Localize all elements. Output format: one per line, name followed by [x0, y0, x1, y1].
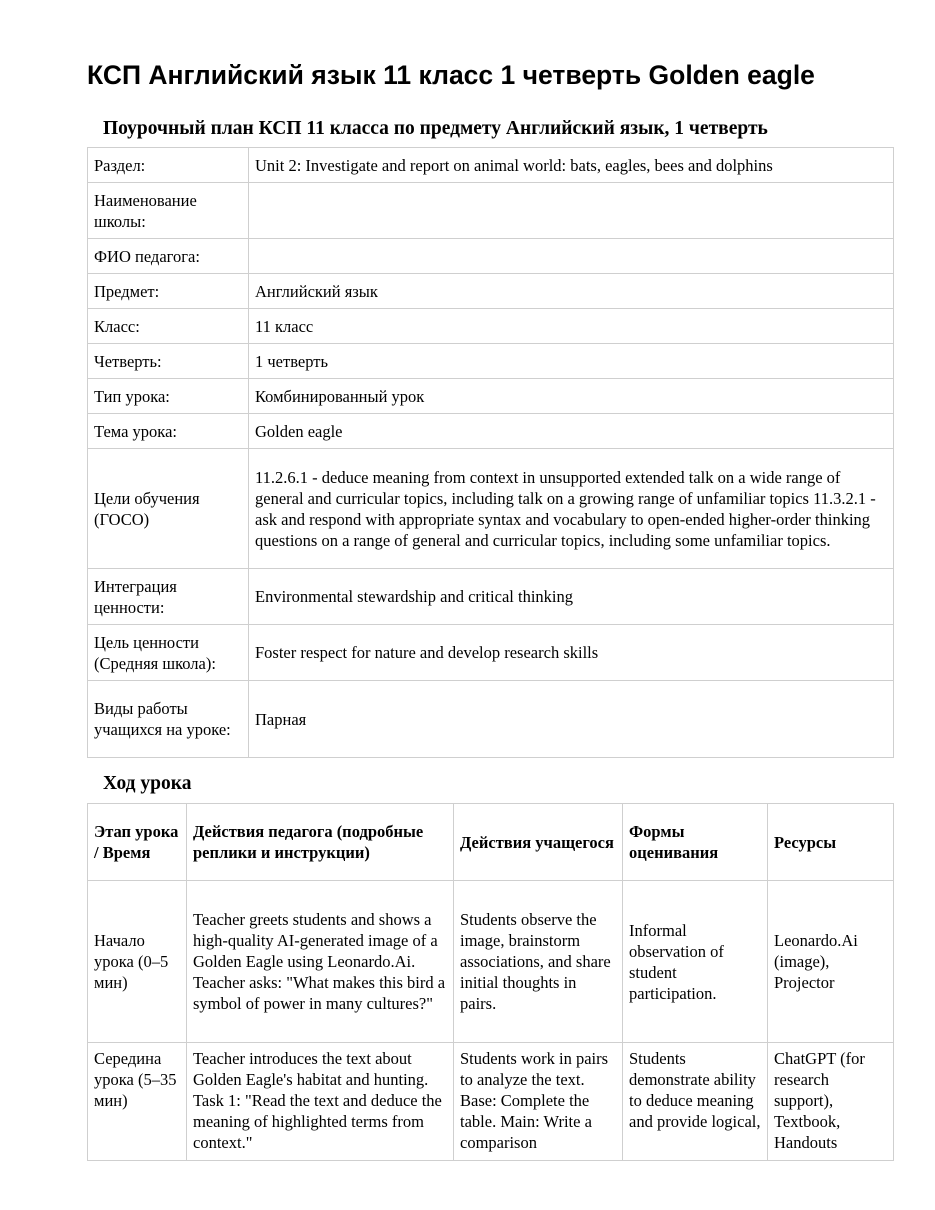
info-value: 11.2.6.1 - deduce meaning from context in unsupported extended talk on a wide range of general and curricular topics, including talk on a growing range of unfamiliar topics 11.3.2.1 - ask and respond with appropriate syntax and vocabulary to open-ended higher-order thinking questions on a range of general and curricular topics, including some unfamiliar topics.	[249, 449, 894, 569]
info-value: Unit 2: Investigate and report on animal world: bats, eagles, bees and dolphins	[249, 148, 894, 183]
info-label: Наименование школы:	[88, 183, 249, 239]
info-value	[249, 183, 894, 239]
info-label: Предмет:	[88, 274, 249, 309]
info-label: Тема урока:	[88, 414, 249, 449]
info-label: Виды работы учащихся на уроке:	[88, 681, 249, 758]
info-value: Golden eagle	[249, 414, 894, 449]
info-row-quarter	[88, 344, 894, 379]
document-title: КСП Английский язык 11 класс 1 четверть Golden eagle	[87, 60, 815, 90]
header-resources: Ресурсы	[768, 804, 894, 881]
info-label: Раздел:	[88, 148, 249, 183]
info-value: 11 класс	[249, 309, 894, 344]
header-teacher-actions: Действия педагога (подробные реплики и инструкции)	[187, 804, 454, 881]
info-value: Английский язык	[249, 274, 894, 309]
header-assessment-forms: Формы оценивания	[623, 804, 768, 881]
assessment-cell: Informal observation of student participation.	[623, 881, 768, 1043]
info-value: Комбинированный урок	[249, 379, 894, 414]
info-label: ФИО педагога:	[88, 239, 249, 274]
table-row	[88, 1043, 894, 1161]
info-value: Парная	[249, 681, 894, 758]
lesson-progress-heading: Ход урока	[103, 773, 192, 794]
info-label: Тип урока:	[88, 379, 249, 414]
lesson-table-header-row	[88, 804, 894, 881]
info-label: Четверть:	[88, 344, 249, 379]
lesson-info-table	[87, 147, 894, 758]
stage-cell: Середина урока (5–35 мин)	[88, 1043, 187, 1161]
header-stage-time: Этап урока / Время	[88, 804, 187, 881]
resources-cell: Leonardo.Ai (image), Projector	[768, 881, 894, 1043]
info-label: Цели обучения (ГОСО)	[88, 449, 249, 569]
table-row	[88, 881, 894, 1043]
info-row-lesson-type	[88, 379, 894, 414]
assessment-cell: Students demonstrate ability to deduce meaning and provide logical,	[623, 1043, 768, 1161]
info-row-grade	[88, 309, 894, 344]
info-label: Интеграция ценности:	[88, 569, 249, 625]
info-row-section	[88, 148, 894, 183]
stage-cell: Начало урока (0–5 мин)	[88, 881, 187, 1043]
lesson-plan-subtitle: Поурочный план КСП 11 класса по предмету Английский язык, 1 четверть	[103, 118, 768, 139]
teacher-actions-cell: Teacher greets students and shows a high-quality AI-generated image of a Golden Eagle using Leonardo.Ai. Teacher asks: "What makes this bird a symbol of power in many cultures?"	[187, 881, 454, 1043]
info-row-teacher	[88, 239, 894, 274]
info-value: Environmental stewardship and critical thinking	[249, 569, 894, 625]
info-value: 1 четверть	[249, 344, 894, 379]
info-row-value-goal	[88, 625, 894, 681]
info-label: Цель ценности (Средняя школа):	[88, 625, 249, 681]
info-row-subject	[88, 274, 894, 309]
teacher-actions-cell: Teacher introduces the text about Golden Eagle's habitat and hunting. Task 1: "Read the text and deduce the meaning of highlighted terms from context."	[187, 1043, 454, 1161]
info-row-work-types	[88, 681, 894, 758]
lesson-progress-table	[87, 803, 894, 1161]
info-row-value-integration	[88, 569, 894, 625]
student-actions-cell: Students observe the image, brainstorm associations, and share initial thoughts in pairs.	[454, 881, 623, 1043]
info-row-lesson-topic	[88, 414, 894, 449]
header-student-actions: Действия учащегося	[454, 804, 623, 881]
info-row-learning-objectives	[88, 449, 894, 569]
info-label: Класс:	[88, 309, 249, 344]
resources-cell: ChatGPT (for research support), Textbook, Handouts	[768, 1043, 894, 1161]
info-value	[249, 239, 894, 274]
student-actions-cell: Students work in pairs to analyze the text. Base: Complete the table. Main: Write a comparison	[454, 1043, 623, 1161]
info-value: Foster respect for nature and develop research skills	[249, 625, 894, 681]
info-row-school	[88, 183, 894, 239]
